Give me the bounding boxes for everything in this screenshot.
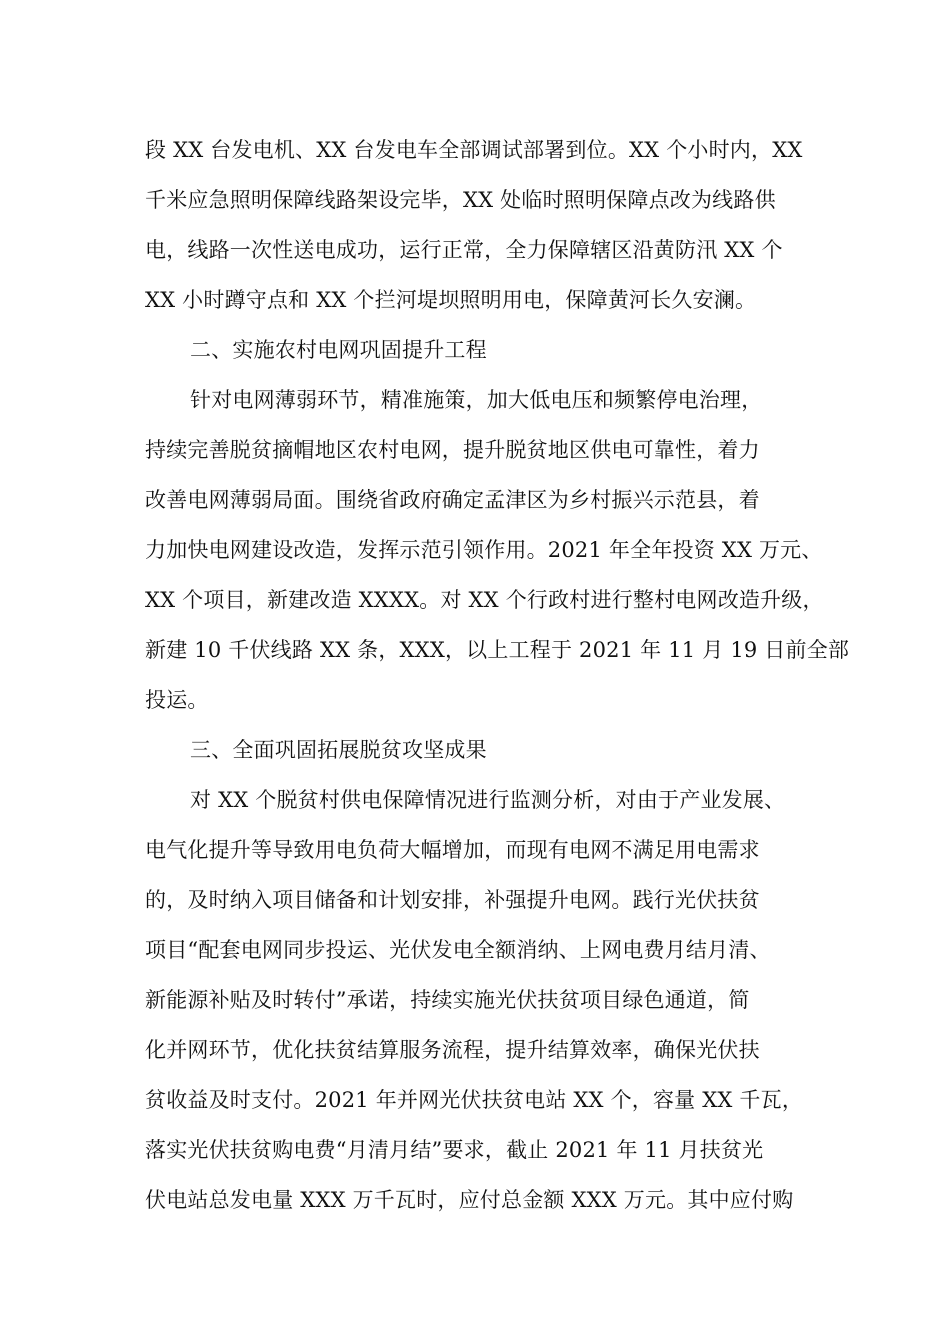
text-line: 千米应急照明保障线路架设完毕，XX 处临时照明保障点改为线路供 [145,188,776,212]
text-line: 新建 10 千伏线路 XX 条，XXX，以上工程于 2021 年 11 月 19 日前全部 [145,638,850,662]
text-line: 段 XX 台发电机、XX 台发电车全部调试部署到位。XX 个小时内，XX [145,138,803,162]
text-line: 改善电网薄弱局面。围绕省政府确定孟津区为乡村振兴示范县，着 [145,488,760,512]
text-line: 新能源补贴及时转付”承诺，持续实施光伏扶贫项目绿色通道，简 [145,988,750,1012]
text-line: 电气化提升等导致用电负荷大幅增加，而现有电网不满足用电需求 [145,838,760,862]
text-line: 对 XX 个脱贫村供电保障情况进行监测分析，对由于产业发展、 [190,788,786,812]
text-line: 的，及时纳入项目储备和计划安排，补强提升电网。践行光伏扶贫 [145,888,760,912]
section-heading: 三、全面巩固拓展脱贫攻坚成果 [190,738,487,762]
text-line: 伏电站总发电量 XXX 万千瓦时，应付总金额 XXX 万元。其中应付购 [145,1188,794,1212]
text-line: 投运。 [145,688,209,712]
text-line: 项目“配套电网同步投运、光伏发电全额消纳、上网电费月结月清、 [145,938,771,962]
text-line: 针对电网薄弱环节，精准施策，加大低电压和频繁停电治理， [190,388,763,412]
text-line: 力加快电网建设改造，发挥示范引领作用。2021 年全年投资 XX 万元、 [145,538,823,562]
text-line: XX 个项目，新建改造 XXXX。对 XX 个行政村进行整村电网改造升级， [145,588,824,612]
section-heading: 二、实施农村电网巩固提升工程 [190,338,487,362]
text-line: XX 小时蹲守点和 XX 个拦河堤坝照明用电，保障黄河长久安澜。 [145,288,757,312]
text-line: 落实光伏扶贫购电费“月清月结”要求，截止 2021 年 11 月扶贫光 [145,1138,764,1162]
text-line: 电，线路一次性送电成功，运行正常，全力保障辖区沿黄防汛 XX 个 [145,238,783,262]
text-line: 持续完善脱贫摘帽地区农村电网，提升脱贫地区供电可靠性，着力 [145,438,760,462]
text-line: 贫收益及时支付。2021 年并网光伏扶贫电站 XX 个，容量 XX 千瓦， [145,1088,804,1112]
text-line: 化并网环节，优化扶贫结算服务流程，提升结算效率，确保光伏扶 [145,1038,760,1062]
